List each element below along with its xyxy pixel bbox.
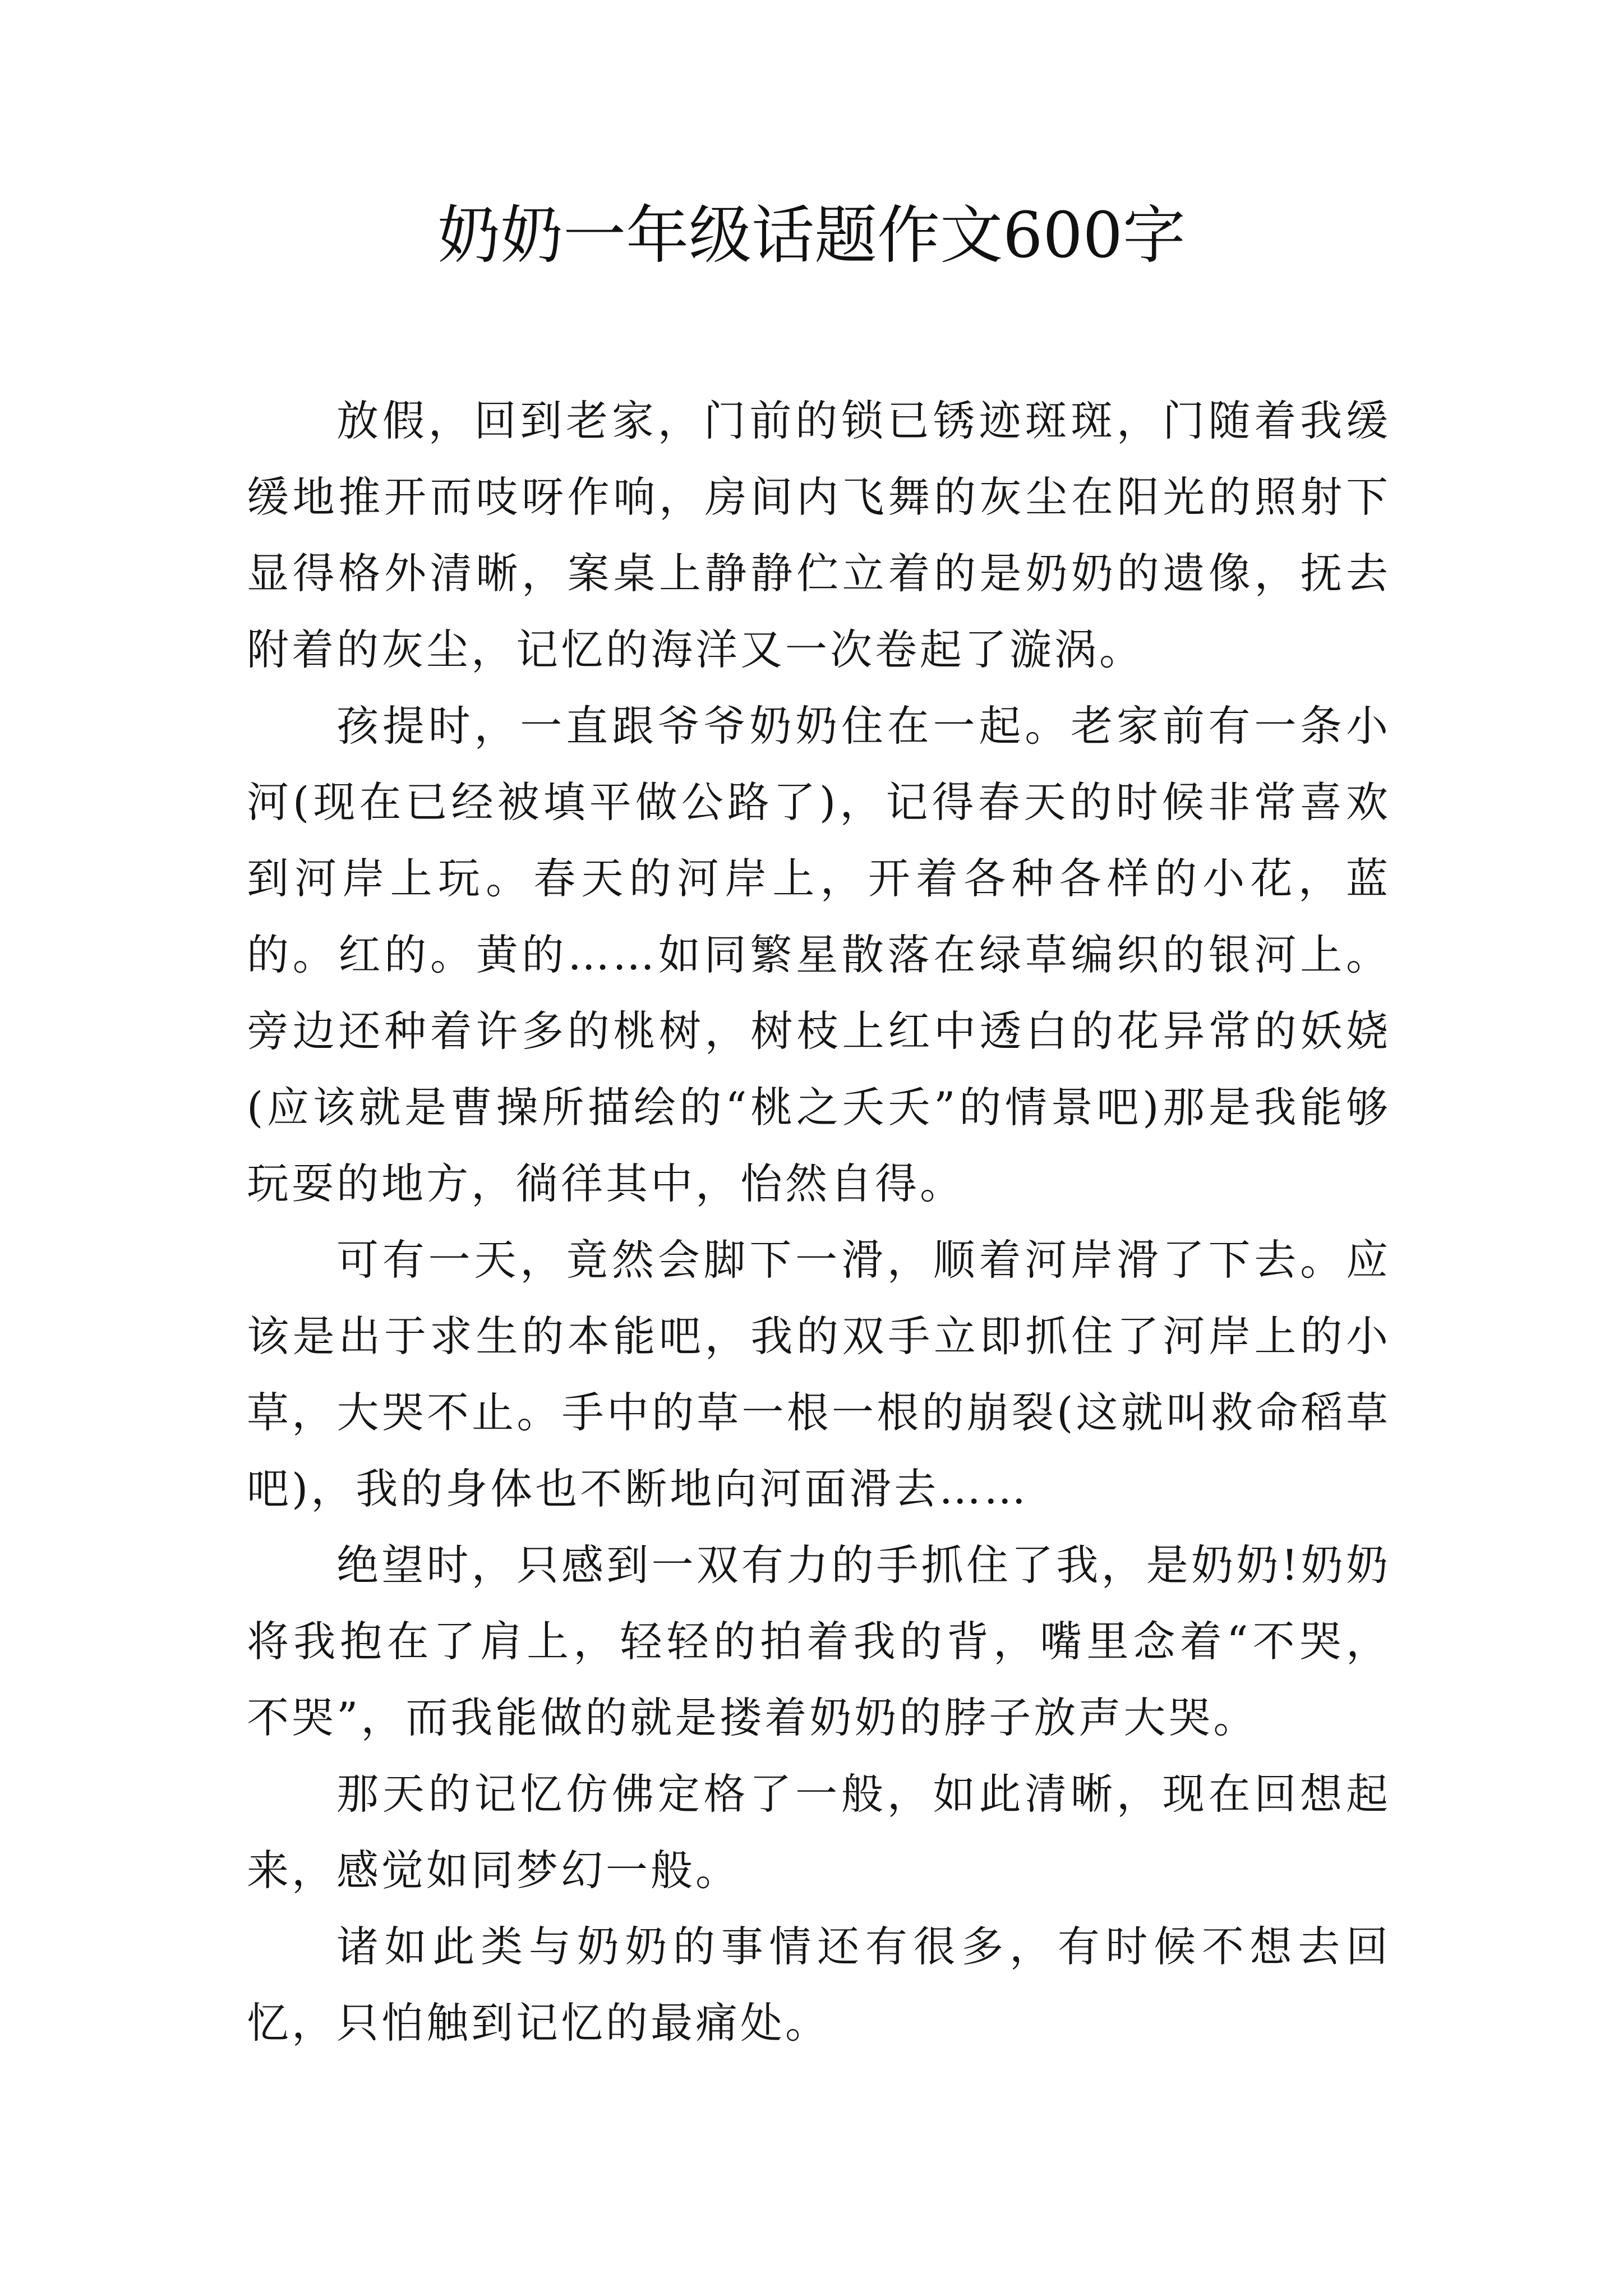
paragraph-1: 放假，回到老家，门前的锁已锈迹斑斑，门随着我缓缓地推开而吱呀作响，房间内飞舞的灰尘在阳光的照射下显得格外清晰，案桌上静静伫立着的是奶奶的遗像，抚去附着的灰尘，记忆的海洋又一次卷起了漩涡。 — [247, 396, 1391, 674]
paragraph-2: 孩提时，一直跟爷爷奶奶住在一起。老家前有一条小河(现在已经被填平做公路了)，记得春天的时候非常喜欢到河岸上玩。春天的河岸上，开着各种各样的小花，蓝的。红的。黄的……如同繁星散落在绿草编织的银河上。旁边还种着许多的桃树，树枝上红中透白的花异常的妖娆(应该就是曹操所描绘的“桃之夭夭”的情景吧)那是我能够玩耍的地方，徜徉其中，怡然自得。 — [247, 701, 1391, 1208]
paragraph-4: 绝望时，只感到一双有力的手抓住了我，是奶奶!奶奶将我抱在了肩上，轻轻的拍着我的背，嘴里念着“不哭，不哭”，而我能做的就是搂着奶奶的脖子放声大哭。 — [247, 1540, 1391, 1742]
paragraph-6: 诸如此类与奶奶的事情还有很多，有时候不想去回忆，只怕触到记忆的最痛处。 — [247, 1922, 1391, 2047]
paragraph-5: 那天的记忆仿佛定格了一般，如此清晰，现在回想起来，感觉如同梦幻一般。 — [247, 1769, 1391, 1895]
document-title: 奶奶一年级话题作文600字 — [437, 199, 1186, 272]
paragraph-3: 可有一天，竟然会脚下一滑，顺着河岸滑了下去。应该是出于求生的本能吧，我的双手立即抓住了河岸上的小草，大哭不止。手中的草一根一根的崩裂(这就叫救命稻草吧)，我的身体也不断地向河面滑去…… — [247, 1235, 1391, 1513]
document-body — [247, 383, 1391, 2061]
